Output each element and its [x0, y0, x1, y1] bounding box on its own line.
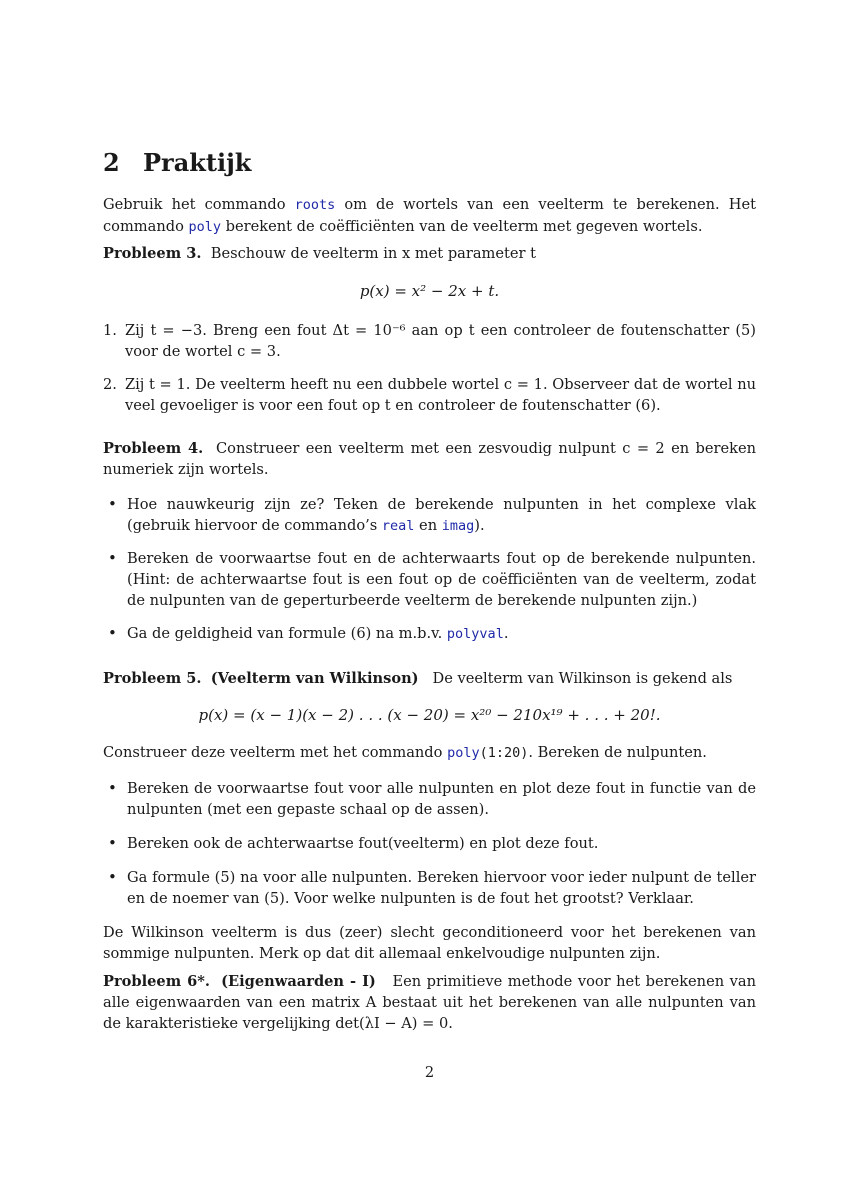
- bullet-icon: •: [108, 868, 117, 886]
- imag-command: imag: [441, 518, 475, 534]
- bullet-text: Bereken de voorwaartse fout voor alle nulpunten en plot deze fout in functie van de nulpunten (met een gepaste schaal op de assen).: [127, 780, 756, 818]
- problem-3-item-1: [103, 320, 756, 362]
- bullet-2-text: Bereken de voorwaartse fout en de achterwaarts fout op de berekende nulpunten. (Hint: de achterwaartse fout is een fout op de coëfficiënten van de veelterm, zodat de nulpunten van de geperturbeerde veelterm de berekende nulpunten zijn.): [127, 550, 756, 609]
- problem-5-bullet-2: [108, 833, 756, 854]
- item-1-text: Zij t = −3. Breng een fout Δt = 10⁻⁶ aan op t een controleer de foutenschatter (5) voor de wortel c = 3.: [125, 322, 756, 360]
- real-command: real: [381, 518, 415, 534]
- problem-3-statement: [103, 243, 756, 264]
- intro-text-a: Gebruik het commando: [103, 196, 295, 213]
- section-heading: [103, 148, 251, 177]
- problem-6-statement: [103, 971, 756, 1034]
- item-1-label: 1.: [103, 322, 117, 339]
- problem-5-bullet-1: [108, 778, 756, 820]
- problem-3-equation: p(x) = x² − 2x + t.: [359, 282, 500, 300]
- bullet-text: Bereken ook de achterwaartse fout(veelterm) en plot deze fout.: [127, 835, 599, 852]
- bullet-icon: •: [108, 624, 117, 642]
- problem-4-label: Probleem 4.: [103, 440, 204, 457]
- roots-command: roots: [294, 197, 336, 213]
- polyval-command: polyval: [446, 626, 504, 642]
- problem-4-bullet-2: [108, 548, 756, 611]
- problem-4-text: Construeer een veelterm met een zesvoudig nulpunt c = 2 en bereken numeriek zijn wortels.: [103, 440, 756, 478]
- problem-5-equation: p(x) = (x − 1)(x − 2) . . . (x − 20) = x²⁰ − 210x¹⁹ + . . . + 20!.: [198, 706, 661, 724]
- problem-4-bullet-3: [108, 623, 756, 645]
- poly-argument: (1:20): [479, 745, 529, 761]
- bullet-icon: •: [108, 834, 117, 852]
- problem-6-title: (Eigenwaarden - I): [221, 973, 376, 990]
- problem-3-text: Beschouw de veelterm in x met parameter t: [210, 245, 536, 262]
- problem-5-title: (Veelterm van Wilkinson): [210, 670, 419, 687]
- intro-text-b: om de wortels van een veelterm te berekenen. Het commando: [103, 196, 756, 235]
- intro-paragraph: [103, 194, 756, 238]
- construct-text: Construeer deze veelterm met het commando: [103, 744, 448, 761]
- problem-6-label: Probleem 6*.: [103, 973, 211, 990]
- problem-5-bullet-3: [108, 867, 756, 909]
- bullet-3-end: .: [503, 625, 509, 642]
- bullet-icon: •: [108, 495, 117, 513]
- section-title: Praktijk: [143, 148, 252, 177]
- problem-5-text: De veelterm van Wilkinson is gekend als: [432, 670, 733, 687]
- bullet-1-text: Hoe nauwkeurig zijn ze? Teken de berekende nulpunten in het complexe vlak (gebruik hiervoor de commando’s: [127, 496, 756, 534]
- section-number: 2: [103, 148, 120, 177]
- bullet-text: Ga formule (5) na voor alle nulpunten. Bereken hiervoor voor ieder nulpunt de teller en de noemer van (5). Voor welke nulpunten is de fout het grootst? Verklaar.: [127, 869, 756, 907]
- bullet-3-text: Ga de geldigheid van formule (6) na m.b.v.: [127, 625, 447, 642]
- poly-command: poly: [188, 219, 222, 235]
- poly-command: poly: [447, 745, 480, 761]
- problem-3-label: Probleem 3.: [103, 245, 202, 262]
- intro-text-c: berekent de coëfficiënten van de veelterm met gegeven wortels.: [221, 218, 703, 235]
- problem-5-construct: [103, 742, 756, 764]
- bullet-1-mid: en: [414, 517, 442, 534]
- page-number: 2: [424, 1064, 435, 1081]
- problem-4-statement: [103, 438, 756, 480]
- bullet-icon: •: [108, 549, 117, 567]
- problem-3-item-2: [103, 374, 756, 416]
- problem-6-text: Een primitieve methode voor het berekenen van alle eigenwaarden van een matrix A bestaat uit het berekenen van alle nulpunten van de karakteristieke vergelijking det(λI − A) = 0.: [103, 973, 756, 1032]
- problem-5-statement: [103, 668, 756, 689]
- bullet-icon: •: [108, 779, 117, 797]
- item-2-label: 2.: [103, 376, 117, 393]
- problem-5-label: Probleem 5.: [103, 670, 202, 687]
- item-2-text: Zij t = 1. De veelterm heeft nu een dubbele wortel c = 1. Observeer dat de wortel nu veel gevoeliger is voor een fout op t en controleer de foutenschatter (6).: [125, 376, 756, 414]
- problem-4-bullet-1: [108, 494, 756, 537]
- construct-text-end: . Bereken de nulpunten.: [528, 744, 707, 761]
- problem-5-conclusion: De Wilkinson veelterm is dus (zeer) slecht geconditioneerd voor het berekenen van sommige nulpunten. Merk op dat dit allemaal enkelvoudige nulpunten zijn.: [103, 924, 756, 962]
- bullet-1-end: ).: [474, 517, 485, 534]
